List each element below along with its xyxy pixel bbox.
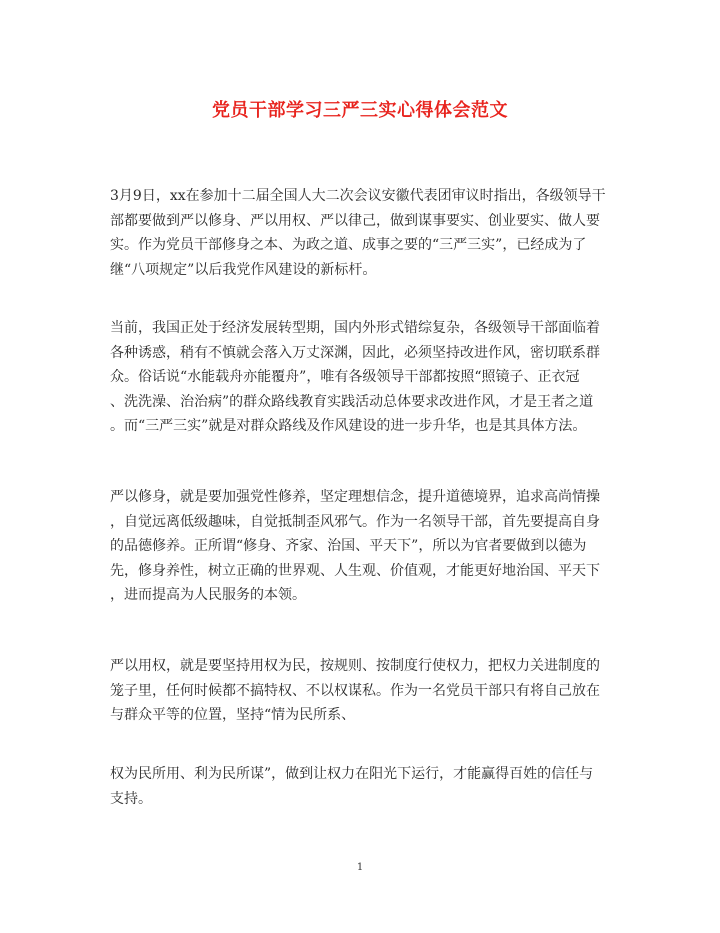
paragraph-line: 权为民所用、利为民所谋”，做到让权力在阳光下运行，才能赢得百姓的信任与	[110, 766, 594, 782]
document-title: 党员干部学习三严三实心得体会范文	[212, 100, 508, 121]
paragraph-line: 3月9日，xx在参加十二届全国人大二次会议安徽代表团审议时指出，各级领导干	[110, 188, 606, 204]
paragraph-4	[110, 654, 612, 728]
paragraph-line: 的品德修养。正所谓“修身、齐家、治国、平天下”，所以为官者要做到以德为	[110, 538, 587, 554]
paragraph-line: 先，修身养性，树立正确的世界观、人生观、价值观，才能更好地治国、平天下	[110, 562, 600, 579]
paragraph-line: 各种诱惑，稍有不慎就会落入万丈深渊，因此，必须坚持改进作风，密切联系群	[110, 344, 600, 361]
paragraph-line: ，自觉远离低级趣味，自觉抵制歪风邪气。作为一名领导干部，首先要提高自身	[110, 513, 600, 530]
paragraph-line: 部都要做到严以修身、严以用权、严以律己，做到谋事要实、创业要实、做人要	[110, 212, 600, 229]
page-number: 1	[356, 862, 364, 873]
paragraph-1	[110, 184, 612, 282]
paragraph-line: 严以用权，就是要坚持用权为民，按规则、按制度行使权力，把权力关进制度的	[110, 658, 600, 674]
paragraph-line: 支持。	[110, 790, 152, 807]
paragraph-line: 、洗洗澡、治治病”的群众路线教育实践活动总体要求改进作风，才是王者之道	[110, 393, 594, 410]
paragraph-line: 众。俗话说“水能载舟亦能覆舟”，唯有各级领导干部都按照“照镜子、正衣冠	[110, 369, 580, 385]
paragraph-line: 与群众平等的位置，坚持“情为民所系、	[110, 707, 356, 723]
paragraph-2	[110, 316, 612, 439]
paragraph-line: ，进而提高为人民服务的本领。	[110, 587, 306, 603]
paragraph-line: 继“八项规定”以后我党作风建设的新标杆。	[110, 261, 377, 278]
paragraph-line: 实。作为党员干部修身之本、为政之道、成事之要的“三严三实”，已经成为了	[110, 237, 587, 253]
paragraph-line: 严以修身，就是要加强党性修养，坚定理想信念，提升道德境界，追求高尚情操	[110, 489, 600, 505]
paragraph-line: 当前，我国正处于经济发展转型期，国内外形式错综复杂，各级领导干部面临着	[110, 320, 600, 336]
paragraph-line: 笼子里，任何时候都不搞特权、不以权谋私。作为一名党员干部只有将自己放在	[110, 682, 600, 699]
paragraph-5	[110, 762, 612, 811]
paragraph-3	[110, 485, 612, 608]
paragraph-line: 。而“三严三实”就是对群众路线及作风建设的进一步升华，也是其具体方法。	[110, 418, 587, 434]
